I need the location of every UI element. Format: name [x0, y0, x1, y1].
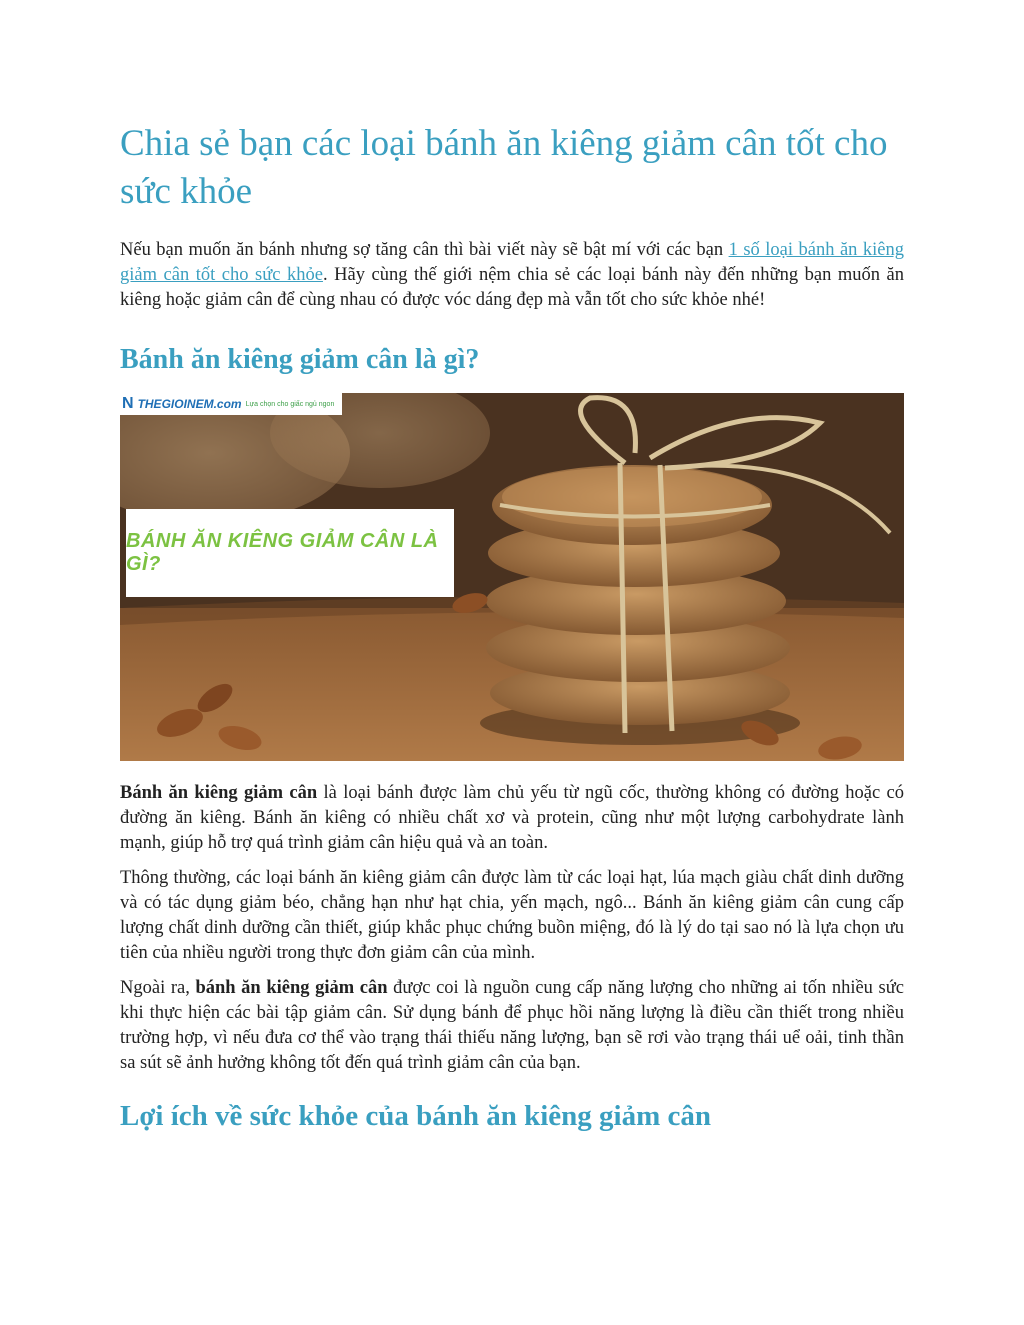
paragraph-3 — [120, 976, 904, 1076]
article — [120, 120, 904, 1134]
brand-logo — [120, 393, 342, 415]
intro-text-before: Nếu bạn muốn ăn bánh nhưng sợ tăng cân thì bài viết này sẽ bật mí với các bạn — [120, 240, 729, 260]
bold-term-2: bánh ăn kiêng giảm cân — [195, 978, 388, 998]
bold-term: Bánh ăn kiêng giảm cân — [120, 783, 318, 803]
paragraph-1 — [120, 781, 904, 856]
paragraph-1-text: là loại bánh được làm chủ yếu từ ngũ cốc, thường không có đường hoặc có đường ăn kiêng. Bánh ăn kiêng có nhiều chất xơ và protein, cũng như một lượng carbohydrate lành mạnh, giúp hỗ trợ quá trình giảm cân hiệu quả và an toàn. — [120, 783, 904, 853]
cookie-stack-photo — [120, 393, 904, 761]
paragraph-3-start: Ngoài ra, — [120, 978, 196, 998]
page-title: Chia sẻ bạn các loại bánh ăn kiêng giảm cân tốt cho sức khỏe — [120, 123, 888, 212]
section-heading-benefits: Lợi ích về sức khỏe của bánh ăn kiêng giảm cân — [120, 1100, 711, 1132]
paragraph-2: Thông thường, các loại bánh ăn kiêng giảm cân được làm từ các loại hạt, lúa mạch giàu chất dinh dưỡng và có tác dụng giảm béo, chẳng hạn như hạt chia, yến mạch, ngô... Bánh ăn kiêng giảm cân cung cấp lượng chất dinh dưỡng cần thiết, giúp khắc phục chứng buồn miệng, đó là lý do tại sao nó là lựa chọn ưu tiên của nhiều người trong thực đơn giảm cân của mình. — [120, 868, 904, 963]
image-banner: BÁNH ĂN KIÊNG GIẢM CÂN LÀ GÌ? — [126, 509, 454, 597]
article-link[interactable]: 1 số loại bánh ăn kiêng giảm cân tốt cho sức khỏe — [120, 240, 904, 285]
brand-name: THEGIOINEM.com — [137, 397, 242, 411]
brand-tagline: Lựa chọn cho giấc ngủ ngon — [245, 400, 335, 408]
section-body — [120, 781, 904, 1076]
intro-paragraph — [120, 238, 904, 313]
intro-text-after: . Hãy cùng thế giới nệm chia sẻ các loại bánh này đến những bạn muốn ăn kiêng hoặc giảm cân để cùng nhau có được vóc dáng đẹp mà vẫn tốt cho sức khỏe nhé! — [120, 265, 904, 310]
section-heading-what-is: Bánh ăn kiêng giảm cân là gì? — [120, 344, 480, 375]
paragraph-3-text: được coi là nguồn cung cấp năng lượng cho những ai tốn nhiều sức khi thực hiện các bài tập giảm cân. Sử dụng bánh để phục hồi năng lượng là điều cần thiết trong nhiều trường hợp, vì nếu đưa cơ thể vào trạng thái thiếu năng lượng, bạn sẽ rơi vào trạng thái uể oải, tinh thần sa sút sẽ ảnh hưởng không tốt đến quá trình giảm cân của bạn. — [120, 978, 904, 1073]
logo-icon: N — [122, 395, 134, 412]
